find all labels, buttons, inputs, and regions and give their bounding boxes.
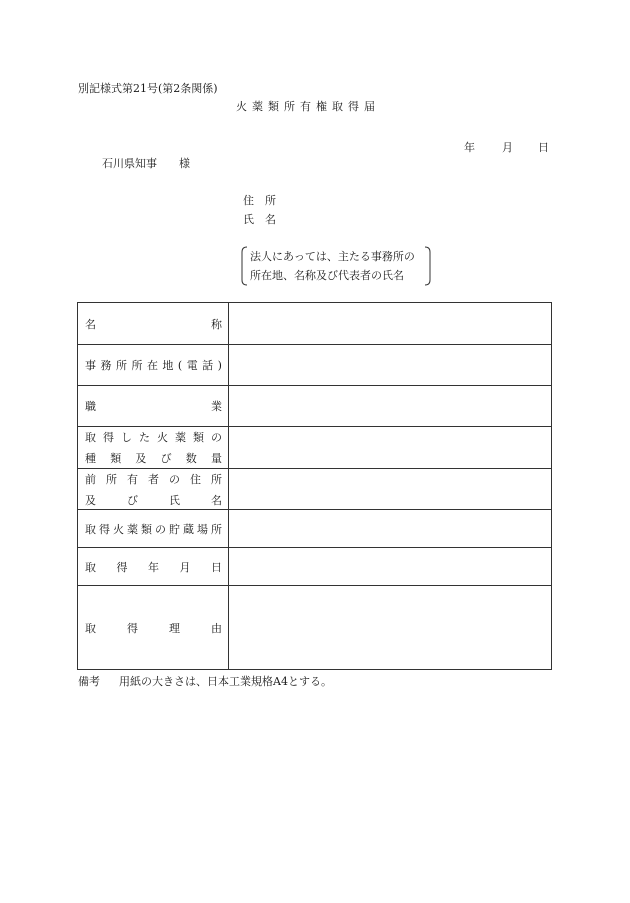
label-char: 得 [127,621,138,635]
label-char: 取 [85,522,96,536]
label-char: 類 [141,522,152,536]
label-char: 取 [85,621,96,635]
document-title: 火薬類所有権取得届 [236,100,380,113]
label-char: の [211,431,222,444]
field-acquisition-date[interactable] [229,548,552,586]
row-label-office-address [78,345,229,386]
label-char: 所 [131,359,143,372]
label-char: 薬 [127,522,138,536]
label-char: の [169,472,180,486]
label-char: 得 [103,431,114,444]
field-office-address[interactable] [229,345,552,386]
label-char: 事 [85,359,96,372]
label-char: 場 [197,522,208,536]
label-char: 住 [190,472,201,486]
form-number: 別記様式第21号(第2条関係) [78,82,218,95]
date-year-label: 年 [464,141,475,154]
address-label: 住 所 [243,194,276,207]
label-char: 数 [185,452,197,465]
label-char: 務 [100,359,112,372]
table-row [78,427,552,469]
label-char: し [121,431,132,444]
label-char: 氏 [169,493,180,507]
label-char: 量 [210,452,222,465]
label-char: 及 [135,452,147,465]
date-day-label: 日 [538,141,549,154]
label-char: び [127,493,138,507]
label-char: 地 [162,359,174,372]
label-char: 所 [115,359,127,372]
label-char: 所 [106,472,117,486]
row-label-name [78,303,229,345]
table-row [78,510,552,548]
footer-note-label: 備考 [78,675,100,688]
label-char: 年 [148,560,159,574]
date-month-label: 月 [502,141,513,154]
row-label-acquisition-date [78,548,229,586]
field-previous-owner[interactable] [229,469,552,510]
label-char: 火 [113,522,124,536]
label-char: 話 [202,359,214,372]
label-char: の [155,522,166,536]
label-char: 貯 [169,522,180,536]
label-char: 日 [211,560,222,574]
label-char: ) [217,358,222,372]
row-label-acquisition-reason [78,586,229,670]
label-char: た [139,431,150,444]
label-char: 在 [146,359,158,372]
label-char: 及 [85,493,96,507]
row-label-occupation [78,386,229,427]
label-char: 種 [85,452,96,465]
field-occupation[interactable] [229,386,552,427]
table-row [78,303,552,345]
label-char: 名 [211,493,222,507]
application-table [77,302,552,670]
label-char: 類 [110,452,122,465]
label-char: ( [177,358,183,372]
label-char: 者 [148,472,159,486]
label-char: 薬 [175,431,186,444]
label-char: 蔵 [183,522,194,536]
field-storage-location[interactable] [229,510,552,548]
label-char: 火 [157,431,168,444]
label-char: 前 [85,472,96,486]
table-row [78,386,552,427]
row-label-storage-location [78,510,229,548]
label-char: 取 [85,560,96,574]
footer-note-text: 用紙の大きさは、日本工業規格A4とする。 [119,675,332,688]
row-label-explosive-type-quantity [78,427,229,469]
label-char: 業 [211,400,222,413]
corporate-note-line-2: 所在地、名称及び代表者の氏名 [250,269,404,282]
label-char: 所 [211,522,222,536]
label-char: 得 [116,560,128,574]
corporate-note-line-1: 法人にあっては、主たる事務所の [250,250,415,263]
label-char: 称 [211,317,222,331]
label-char: 得 [99,522,110,536]
field-acquisition-reason[interactable] [229,586,552,670]
label-char: 名 [85,317,96,331]
row-label-previous-owner [78,469,229,510]
date-line [464,139,549,155]
label-char: 職 [85,400,96,413]
table-row [78,345,552,386]
table-row [78,469,552,510]
label-char: 月 [179,560,191,574]
label-char: 理 [169,621,180,635]
label-char: び [160,452,172,465]
table-row [78,586,552,670]
label-char: 取 [85,431,96,444]
table-row [78,548,552,586]
name-label: 氏 名 [243,213,276,226]
label-char: 有 [127,472,138,486]
field-explosive-type-quantity[interactable] [229,427,552,469]
addressee: 石川県知事 様 [102,157,190,170]
label-char: 所 [211,472,222,486]
label-char: 電 [186,359,198,372]
corporate-note [240,246,432,286]
field-name[interactable] [229,303,552,345]
label-char: 由 [211,621,222,635]
label-char: 類 [193,431,204,444]
